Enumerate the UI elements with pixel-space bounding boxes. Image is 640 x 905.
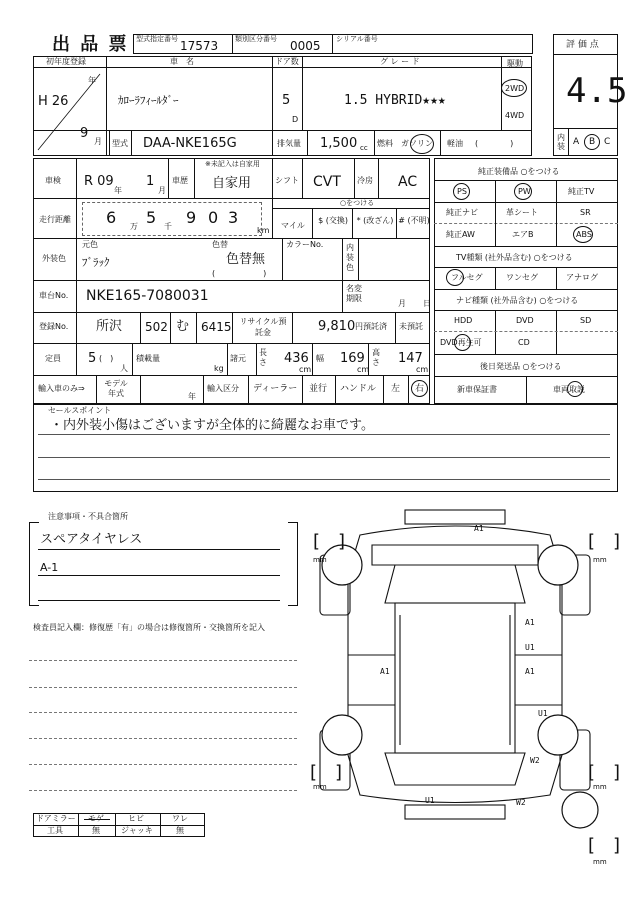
first-reg-year-unit: 年 [88,76,96,85]
class-label: 類別区分番号 [235,35,277,43]
equip-dvd-play-circle [454,334,471,351]
notes-line-2: A-1 [40,561,59,574]
engine-value: 1,500 [320,136,358,151]
damage-label-rear-1: U1 [425,796,435,805]
inspection-label: 車検 [45,176,61,185]
import-category-label: 輸入区分 [207,384,239,393]
equip-fullseg-circle [446,269,464,286]
grade-label: グ レ ー ド [380,57,420,66]
load-unit: kg [214,364,224,373]
fuel-label: 燃料 [377,139,393,148]
mirror-hibi: ヒビ [128,814,144,823]
capacity-paren: ( ) [99,354,114,363]
fuel-selected-circle [410,134,434,154]
doors-value: 5 [282,93,291,108]
handle-right: 右 [415,384,425,394]
color-repaint-paren: ( ) [212,269,267,278]
fuel-value: ガソリン [401,139,433,148]
serial-label: シリアル番号 [336,35,378,43]
history-label: 車歴 [172,176,188,185]
recycle-value: 9,810 [318,319,356,334]
bracket-rear-right: [ ] [588,762,621,783]
interior-label: 内装 [557,133,565,151]
len-unit: cm [299,365,312,374]
shift-value: CVT [313,174,341,190]
jack-value: 無 [176,826,184,835]
mileage-digit-4: 0 [208,208,219,227]
color-no-label: カラーNo. [286,240,324,249]
engine-label: 排気量 [277,139,301,148]
capacity-unit: 人 [120,364,128,373]
model-cert-label: 型式指定番号 [136,35,178,43]
drive-4wd: 4WD [505,111,525,120]
color-label: 外装色 [42,254,66,263]
title-change-day: 日 [423,299,431,308]
mileage-digit-5: 3 [228,208,239,227]
first-reg-era: H 26 [38,94,69,109]
first-reg-label: 初年度登録 [46,57,86,66]
equip-abs-circle [573,226,593,243]
mm-front-left: mm [313,556,327,564]
tools-label: 工具 [47,826,63,835]
jack-label: ジャッキ [121,826,153,835]
interior-grade-c: C [604,137,611,147]
inspection-year-unit: 年 [114,186,122,195]
capacity-value: 5 [88,351,97,366]
mileage-sen: 千 [164,222,172,231]
color-repaint-label: 色替 [212,240,228,249]
len-value: 436 [284,351,309,366]
doors-sub: D [292,115,299,124]
mileage-opt-tamper: * (改ざん) [356,216,394,225]
interior-color-label: 内装色 [346,243,354,272]
equip-sr: SR [580,208,591,217]
color-repaint-value: 色替無 [226,252,266,267]
equip-aw: 純正AW [446,230,475,239]
import-label: 輸入車のみ⇒ [38,384,85,393]
mileage-man: 万 [130,222,138,231]
tools-value: 無 [92,826,100,835]
fuel-paren: ( ) [475,139,514,148]
bracket-rear-left: [ ] [310,762,343,783]
model-year-unit: 年 [188,392,196,401]
equip-fullseg: フルセグ [451,273,483,282]
drive-label: 駆動 [507,59,523,68]
equip-dvd: DVD [516,316,534,325]
equip-manual: 車両取説 [553,385,585,394]
equip-airbag: エアB [512,230,534,239]
plate-number: 6415 [201,320,232,334]
chassis-label: 車台No. [39,291,69,300]
bracket-front-left: [ ] [313,531,346,552]
load-label: 積載量 [136,354,160,363]
notes-label: 注意事項・不具合箇所 [48,512,128,521]
damage-label-rear-2: W2 [516,798,526,807]
inspection-month: 1 [146,174,155,189]
recycle-label: リサイクル預託金 [239,317,287,337]
damage-label-front-bumper: A1 [474,524,484,533]
damage-label-right-rear-3: W2 [530,756,540,765]
equip-sd: SD [580,316,592,325]
ac-value: AC [398,174,418,190]
mileage-digit-3: 9 [186,208,197,227]
damage-label-right-rear-1: A1 [525,667,535,676]
color-orig-label: 元色 [82,240,98,249]
title-change-month: 月 [398,299,406,308]
equip-leather: 革シート [506,208,538,217]
mileage-change-label: ○をつける [340,199,375,207]
doc-title: 出 品 票 [52,34,129,55]
color-orig-value: ﾌﾞﾗｯｸ [82,256,110,269]
chassis-value: NKE165-7080031 [86,288,209,304]
equip-navi: 純正ナビ [446,208,478,217]
import-dealer: ディーラー [253,384,298,394]
mirror-label: ドアミラー [36,814,76,823]
damage-label-right-front-2: U1 [525,643,535,652]
mirror-mogeh-strike [84,819,110,820]
damage-label-right-rear-2: U1 [538,709,548,718]
plate-class: 502 [145,320,168,334]
equip-oneseg: ワンセグ [506,273,538,282]
shift-label: シフト [275,176,299,185]
car-name-label: 車 名 [170,57,194,66]
equip-warranty: 新車保証書 [457,385,497,394]
mm-spare: mm [593,858,607,866]
equip-later-title: 後日発送品 ○をつける [480,362,562,371]
len-label: 長さ [259,348,267,367]
recycle-unit: 円預託済 [355,322,387,331]
mileage-opt-exchange: $ (交換) [318,216,348,225]
history-note: ※未記入は自家用 [205,160,260,168]
model-year-label: モデル年式 [104,379,128,398]
equip-abs: ABS [576,230,592,239]
mm-rear-right: mm [593,783,607,791]
inspection-month-unit: 月 [158,186,166,195]
mileage-opt-unknown: # (不明) [398,216,430,225]
equip-pw: PW [518,187,531,196]
equip-tv-title: TV種類 (社外品含む) ○をつける [456,253,573,262]
equip-hdd: HDD [454,316,473,325]
ac-label: 冷房 [357,176,373,185]
capacity-label: 定員 [45,354,61,363]
mm-rear-left: mm [313,783,327,791]
inspection-era: R 09 [84,174,114,189]
handle-right-circle [411,380,428,397]
equip-tv: 純正TV [568,187,595,196]
equip-nav-title: ナビ種類 (社外品含む) ○をつける [456,296,579,305]
mileage-digit-1: 6 [106,208,117,227]
wid-unit: cm [357,365,370,374]
equip-ps-circle [453,183,470,200]
damage-label-left-door: A1 [380,667,390,676]
dims-label: 諸元 [230,354,246,363]
first-reg-month-unit: 月 [94,137,102,146]
mm-front-right: mm [593,556,607,564]
hei-label: 高さ [372,348,380,367]
plate-area: 所沢 [96,319,123,334]
equip-analog: アナログ [566,273,598,282]
bracket-front-right: [ ] [588,531,621,552]
doors-label: ドア数 [275,57,299,66]
model-value: DAA-NKE165G [143,136,237,151]
hei-value: 147 [398,351,423,366]
handle-label: ハンドル [340,384,377,394]
model-cert-value: 17573 [180,39,219,53]
sales-text: ・内外装小傷はございますが全体的に綺麗なお車です。 [50,418,374,433]
handle-left: 左 [391,384,401,394]
title-change-label: 名変期限 [346,284,362,303]
mileage-digit-2: 5 [146,208,157,227]
mileage-mile: マイル [281,221,305,230]
plate-kana: む [176,319,190,334]
equip-cd: CD [518,338,530,347]
mirror-mogeh: モゲ [88,814,104,823]
equip-dvd-play: DVD再生可 [440,338,482,347]
import-parallel: 並行 [309,384,328,394]
equip-pw-circle [514,183,532,200]
score-label: 評 価 点 [566,40,599,50]
car-name-value: ｶﾛｰﾗﾌｨｰﾙﾀﾞｰ [118,94,179,107]
history-value: 自家用 [212,176,252,191]
first-reg-month: 9 [80,126,89,141]
equip-manual-circle [567,381,583,397]
damage-label-right-front-1: A1 [525,618,535,627]
wid-label: 幅 [316,354,324,363]
interior-grade-a: A [573,137,580,147]
car-damage-diagram [300,505,600,835]
hei-unit: cm [416,365,429,374]
wid-value: 169 [340,351,365,366]
fuel-alt: 軽油 [447,139,463,148]
notes-line-1: スペアタイヤレス [40,532,143,547]
sales-label: セールスポイント [48,406,112,415]
plate-label: 登録No. [39,322,69,331]
bracket-spare: [ ] [588,835,621,856]
equip-std-title: 純正装備品 ○をつける [478,167,560,176]
inspector-label: 検査員記入欄：修復歴「有」の場合は修復箇所・交換箇所を記入 [33,623,265,632]
recycle-no: 未預託 [399,322,423,331]
class-value: 0005 [290,39,321,53]
grade-value: 1.5 HYBRID★★★ [344,93,446,108]
drive-2wd: 2WD [505,84,525,93]
selected-grade-circle [584,134,600,150]
drive-2wd-circle [501,79,527,97]
mileage-unit: km [257,226,270,235]
mileage-label: 走行距離 [39,215,71,224]
score-value: 4.5 [566,71,628,111]
mirror-ware: ワレ [172,814,188,823]
model-label: 型式 [112,139,128,148]
interior-grade-b: B [589,137,596,147]
equip-ps: PS [457,187,467,196]
engine-unit: cc [360,144,368,152]
